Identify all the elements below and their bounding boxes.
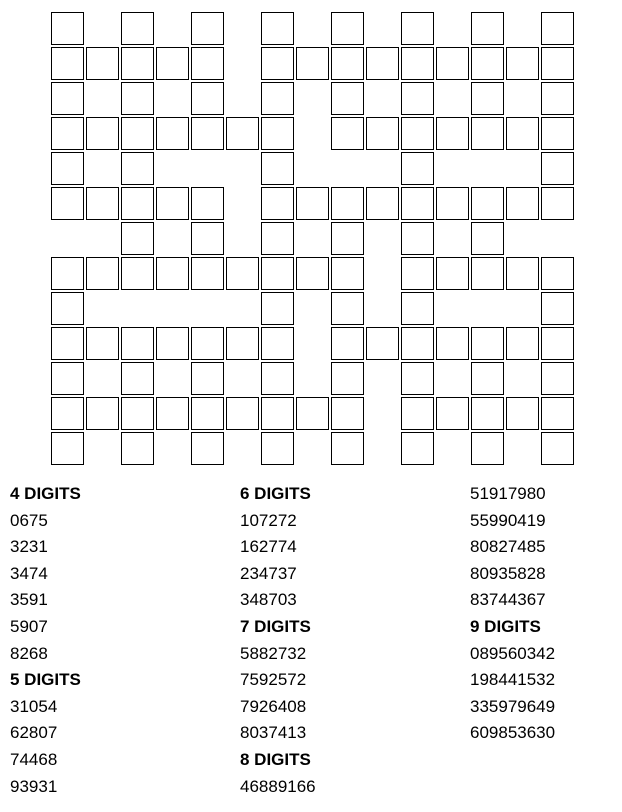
length-heading: 6 DIGITS [240, 484, 311, 503]
length-heading: 9 DIGITS [470, 616, 541, 636]
grid-cell[interactable] [366, 187, 399, 220]
grid-cell[interactable] [226, 117, 259, 150]
answer-entry: 234737 [240, 563, 297, 583]
grid-cell[interactable] [296, 397, 329, 430]
grid-cell[interactable] [121, 187, 154, 220]
answer-entry: 51917980 [470, 484, 546, 503]
grid-cell[interactable] [436, 47, 469, 80]
grid-cell[interactable] [86, 187, 119, 220]
grid-cell[interactable] [401, 292, 434, 325]
grid-cell[interactable] [541, 432, 574, 465]
grid-cell[interactable] [121, 47, 154, 80]
grid-cell[interactable] [401, 327, 434, 360]
grid-cell[interactable] [436, 257, 469, 290]
answer-entry: 80827485 [470, 537, 546, 557]
grid-cell[interactable] [86, 327, 119, 360]
grid-cell[interactable] [191, 257, 224, 290]
grid-cell[interactable] [541, 117, 574, 150]
grid-cell[interactable] [541, 257, 574, 290]
grid-cell[interactable] [51, 397, 84, 430]
grid-cell[interactable] [541, 292, 574, 325]
grid-cell[interactable] [191, 397, 224, 430]
grid-cell[interactable] [331, 432, 364, 465]
length-heading: 5 DIGITS [10, 670, 81, 690]
answer-entry: 7592572 [240, 670, 307, 690]
grid-cell[interactable] [121, 82, 154, 115]
grid-cell[interactable] [51, 292, 84, 325]
grid-cell[interactable] [331, 327, 364, 360]
grid-cell[interactable] [261, 292, 294, 325]
word-list-column-1 [10, 481, 240, 800]
answer-entry: 3474 [10, 563, 48, 583]
length-heading: 7 DIGITS [240, 616, 311, 636]
grid-cell[interactable] [261, 397, 294, 430]
grid-cell[interactable] [331, 292, 364, 325]
grid-cell[interactable] [366, 47, 399, 80]
grid-cell[interactable] [121, 257, 154, 290]
answer-entry: 348703 [240, 590, 297, 610]
grid-cell[interactable] [191, 327, 224, 360]
grid-cell[interactable] [401, 362, 434, 395]
answer-entry: 46889166 [240, 776, 316, 796]
grid-cell[interactable] [121, 12, 154, 45]
grid-cell[interactable] [51, 327, 84, 360]
grid-cell[interactable] [506, 187, 539, 220]
word-list-column-3 [470, 481, 622, 747]
grid-cell[interactable] [191, 362, 224, 395]
grid-cell[interactable] [226, 257, 259, 290]
answer-entry: 8268 [10, 643, 48, 663]
grid-cell[interactable] [541, 47, 574, 80]
grid-cell[interactable] [471, 187, 504, 220]
grid-cell[interactable] [191, 432, 224, 465]
grid-cell[interactable] [331, 362, 364, 395]
grid-cell[interactable] [296, 187, 329, 220]
answer-entry: 7926408 [240, 696, 307, 716]
grid-cell[interactable] [156, 117, 189, 150]
grid-cell[interactable] [121, 222, 154, 255]
grid-cell[interactable] [191, 117, 224, 150]
grid-cell[interactable] [86, 397, 119, 430]
grid-cell[interactable] [51, 47, 84, 80]
grid-cell[interactable] [191, 82, 224, 115]
grid-cell[interactable] [331, 397, 364, 430]
answer-entry: 609853630 [470, 723, 556, 743]
grid-cell[interactable] [51, 12, 84, 45]
grid-cell[interactable] [191, 12, 224, 45]
grid-cell[interactable] [436, 187, 469, 220]
answer-entry: 0675 [10, 510, 48, 530]
grid-cell[interactable] [541, 362, 574, 395]
grid-cell[interactable] [121, 152, 154, 185]
grid-cell[interactable] [436, 397, 469, 430]
grid-cell[interactable] [401, 82, 434, 115]
grid-cell[interactable] [436, 327, 469, 360]
grid-cell[interactable] [51, 362, 84, 395]
grid-cell[interactable] [156, 397, 189, 430]
grid-cell[interactable] [51, 152, 84, 185]
grid-cell[interactable] [401, 187, 434, 220]
grid-cell[interactable] [51, 117, 84, 150]
grid-cell[interactable] [156, 327, 189, 360]
answer-entry: 83744367 [470, 590, 546, 610]
answer-entry: 5882732 [240, 643, 307, 663]
grid-cell[interactable] [471, 432, 504, 465]
grid-cell[interactable] [261, 47, 294, 80]
grid-cell[interactable] [506, 257, 539, 290]
grid-cell[interactable] [191, 187, 224, 220]
grid-cell[interactable] [156, 187, 189, 220]
grid-cell[interactable] [121, 362, 154, 395]
grid-cell[interactable] [261, 12, 294, 45]
grid-cell[interactable] [261, 222, 294, 255]
grid-cell[interactable] [121, 432, 154, 465]
grid-cell[interactable] [86, 257, 119, 290]
grid-cell[interactable] [401, 12, 434, 45]
grid-cell[interactable] [541, 327, 574, 360]
grid-cell[interactable] [296, 47, 329, 80]
grid-cell[interactable] [331, 257, 364, 290]
grid-cell[interactable] [191, 222, 224, 255]
answer-entry: 089560342 [470, 643, 556, 663]
grid-cell[interactable] [296, 257, 329, 290]
grid-cell[interactable] [506, 397, 539, 430]
grid-cell[interactable] [191, 47, 224, 80]
answer-entry: 80935828 [470, 563, 546, 583]
grid-cell[interactable] [226, 327, 259, 360]
grid-cell[interactable] [401, 222, 434, 255]
answer-entry: 335979649 [470, 696, 556, 716]
grid-cell[interactable] [366, 327, 399, 360]
grid-cell[interactable] [331, 117, 364, 150]
answer-entry: 162774 [240, 537, 297, 557]
grid-cell[interactable] [471, 82, 504, 115]
grid-cell[interactable] [471, 12, 504, 45]
grid-cell[interactable] [541, 397, 574, 430]
answer-entry: 74468 [10, 749, 58, 769]
grid-cell[interactable] [226, 397, 259, 430]
grid-cell[interactable] [121, 327, 154, 360]
grid-cell[interactable] [541, 152, 574, 185]
grid-cell[interactable] [471, 397, 504, 430]
grid-cell[interactable] [401, 432, 434, 465]
grid-cell[interactable] [331, 82, 364, 115]
grid-cell[interactable] [541, 187, 574, 220]
grid-cell[interactable] [401, 47, 434, 80]
grid-cell[interactable] [506, 47, 539, 80]
answer-entry: 3231 [10, 537, 48, 557]
grid-cell[interactable] [401, 257, 434, 290]
length-heading: 4 DIGITS [10, 484, 81, 503]
grid-cell[interactable] [506, 327, 539, 360]
answer-entry: 198441532 [470, 670, 556, 690]
grid-cell[interactable] [541, 12, 574, 45]
length-heading: 8 DIGITS [240, 749, 311, 769]
grid-cell[interactable] [331, 12, 364, 45]
grid-cell[interactable] [261, 117, 294, 150]
grid-cell[interactable] [261, 432, 294, 465]
grid-cell[interactable] [471, 117, 504, 150]
grid-cell[interactable] [51, 432, 84, 465]
grid-cell[interactable] [261, 327, 294, 360]
answer-entry: 62807 [10, 723, 58, 743]
answer-entry: 3591 [10, 590, 48, 610]
grid-cell[interactable] [331, 187, 364, 220]
answer-entry: 8037413 [240, 723, 307, 743]
grid-cell[interactable] [121, 117, 154, 150]
grid-cell[interactable] [471, 327, 504, 360]
answer-entry: 107272 [240, 510, 297, 530]
grid-cell[interactable] [51, 82, 84, 115]
grid-cell[interactable] [156, 47, 189, 80]
grid-cell[interactable] [471, 257, 504, 290]
grid-cell[interactable] [86, 47, 119, 80]
grid-cell[interactable] [261, 187, 294, 220]
grid-cell[interactable] [366, 117, 399, 150]
grid-cell[interactable] [401, 152, 434, 185]
answer-entry: 31054 [10, 696, 58, 716]
grid-cell[interactable] [471, 47, 504, 80]
grid-cell[interactable] [541, 82, 574, 115]
grid-cell[interactable] [261, 362, 294, 395]
answer-entry: 93931 [10, 776, 58, 796]
grid-cell[interactable] [331, 47, 364, 80]
grid-cell[interactable] [436, 117, 469, 150]
grid-cell[interactable] [51, 257, 84, 290]
grid-cell[interactable] [506, 117, 539, 150]
answer-entry: 5907 [10, 616, 48, 636]
grid-cell[interactable] [261, 152, 294, 185]
grid-cell[interactable] [471, 362, 504, 395]
grid-cell[interactable] [86, 117, 119, 150]
grid-cell[interactable] [331, 222, 364, 255]
grid-cell[interactable] [261, 257, 294, 290]
grid-cell[interactable] [156, 257, 189, 290]
grid-cell[interactable] [261, 82, 294, 115]
grid-cell[interactable] [401, 117, 434, 150]
answer-entry: 55990419 [470, 510, 546, 530]
word-list-column-2 [240, 481, 470, 800]
grid-cell[interactable] [471, 222, 504, 255]
grid-cell[interactable] [121, 397, 154, 430]
grid-cell[interactable] [51, 187, 84, 220]
grid-cell[interactable] [401, 397, 434, 430]
